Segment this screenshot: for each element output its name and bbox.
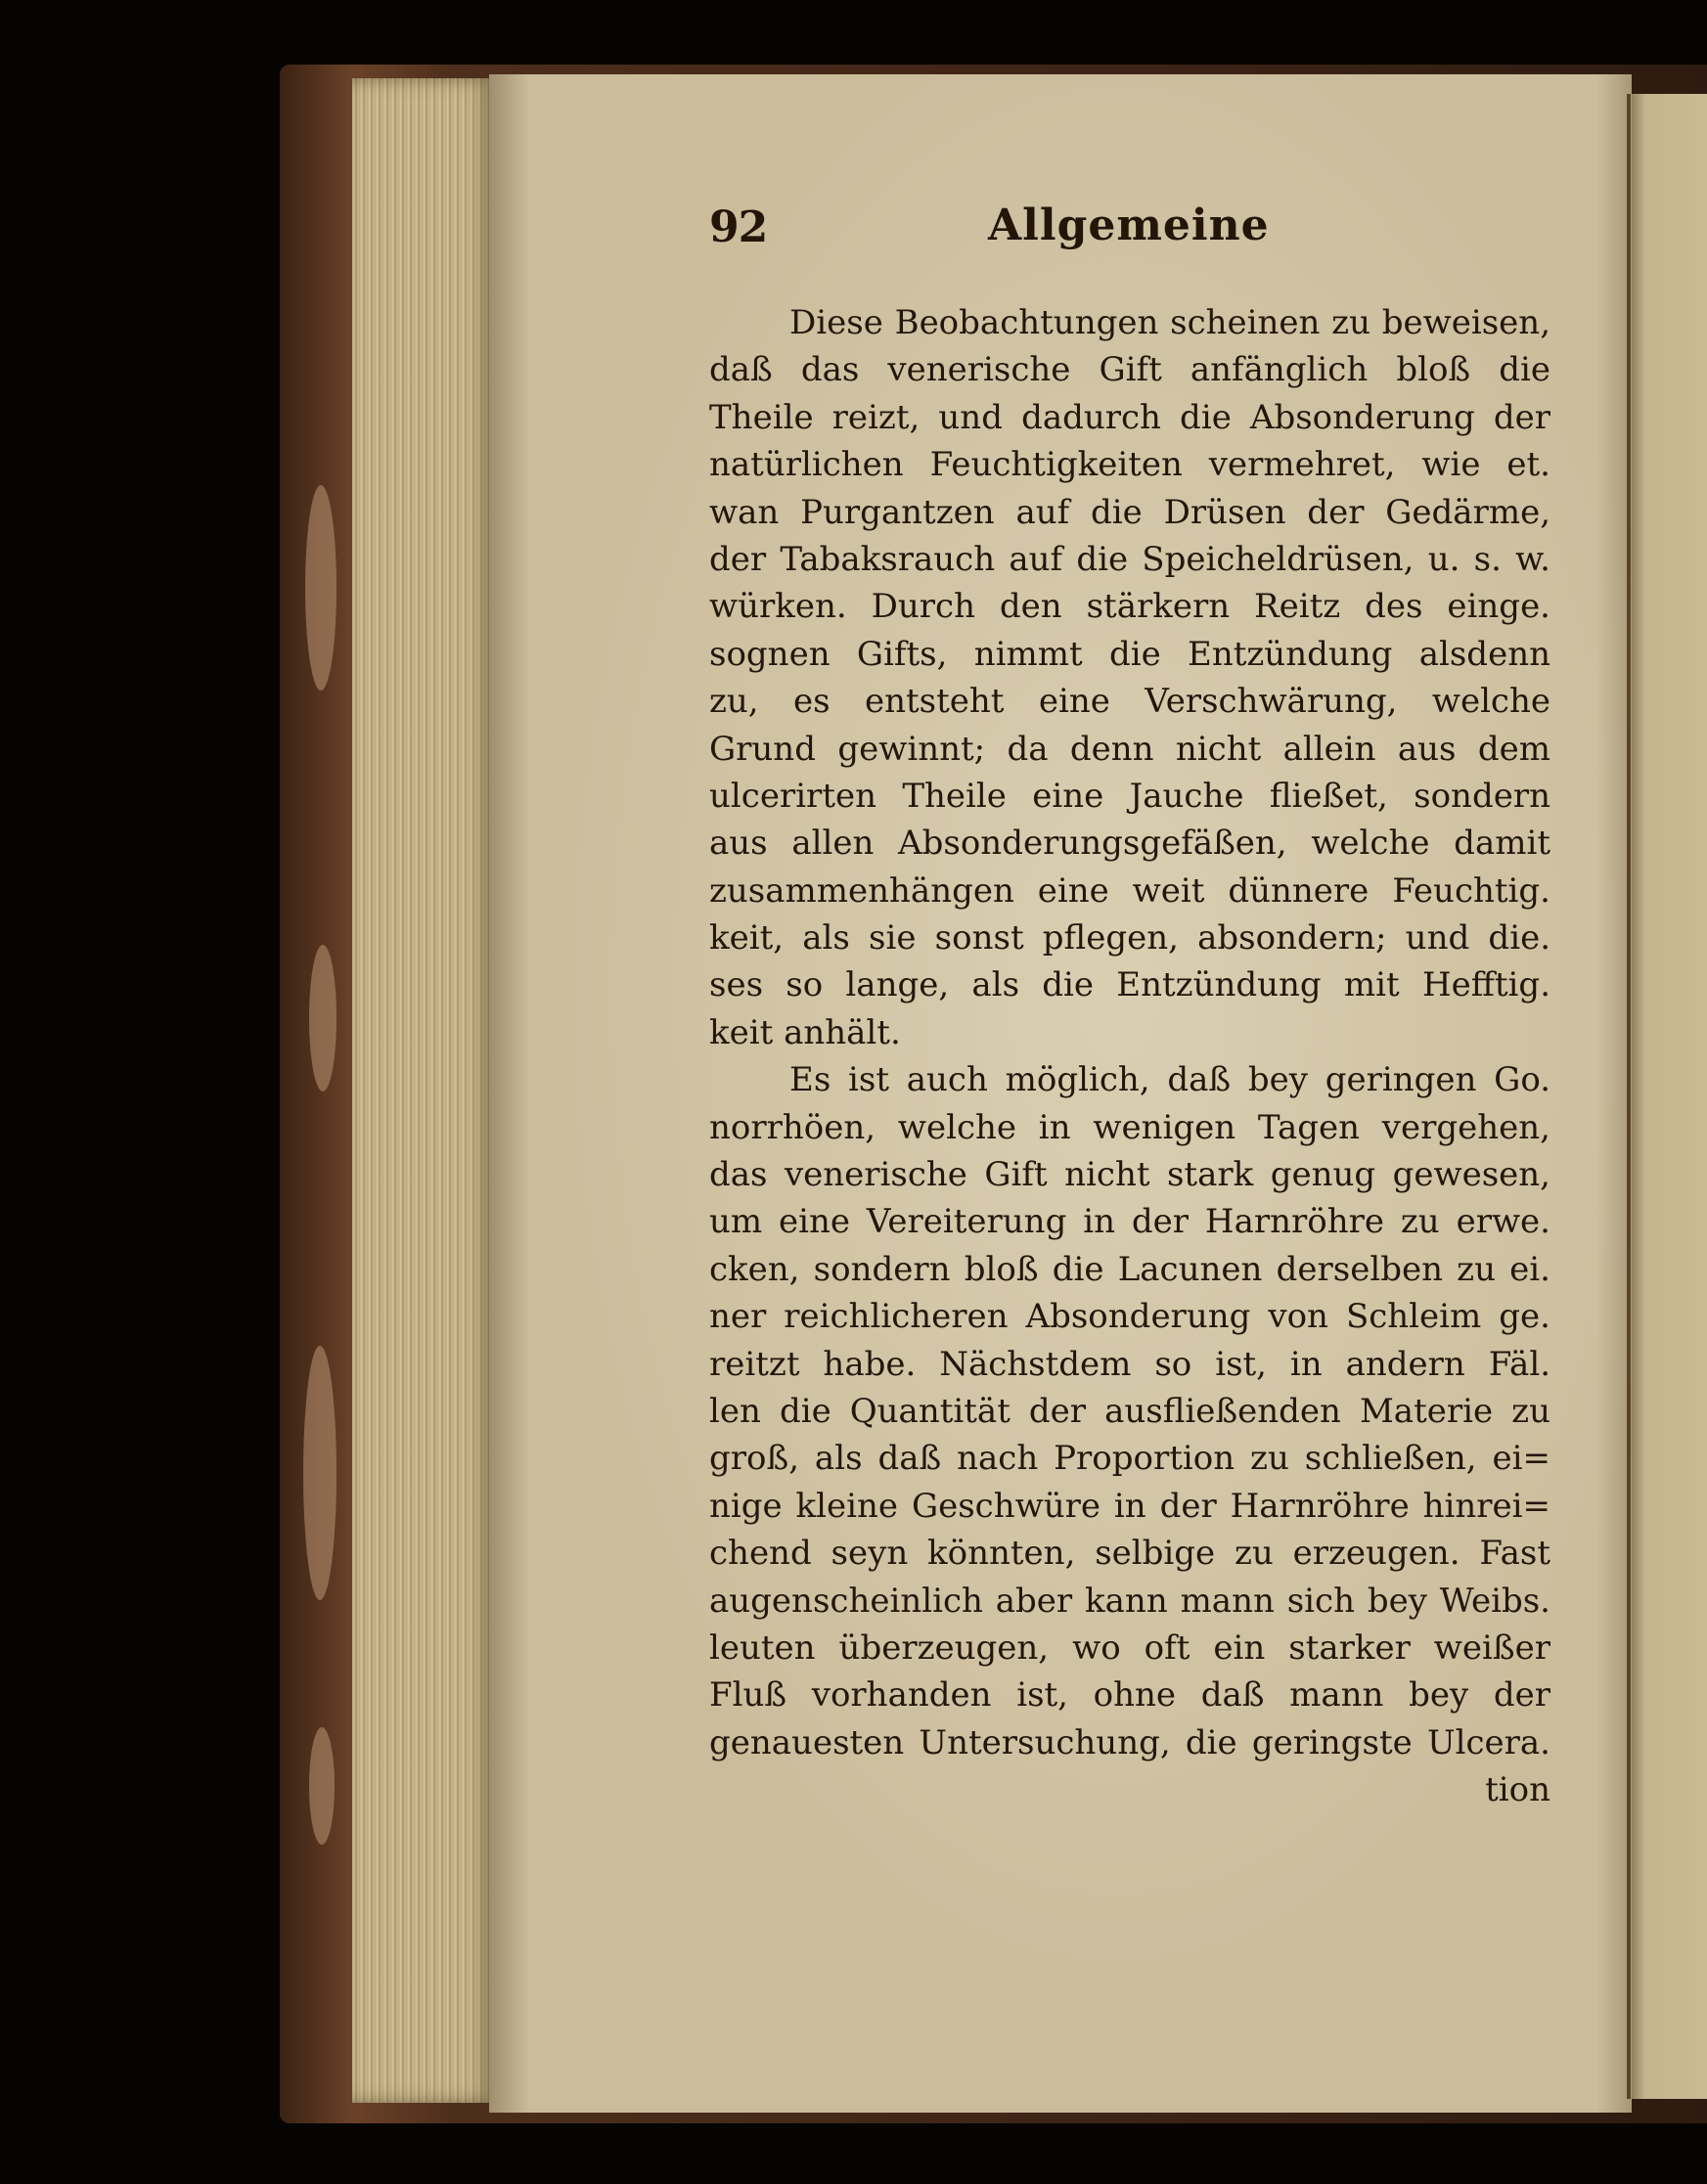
text-line: ses so lange, als die Entzündung mit Hefftig.: [709, 965, 1550, 1005]
text-line: Diese Beobachtungen scheinen zu beweisen,: [789, 303, 1550, 342]
text-line: reitzt habe. Nächstdem so ist, in andern Fäl.: [709, 1344, 1550, 1384]
cover-wear-mark: [303, 1346, 337, 1600]
text-line: norrhöen, welche in wenigen Tagen vergehen,: [709, 1107, 1550, 1147]
text-line: augenscheinlich aber kann mann sich bey Weibs.: [709, 1581, 1550, 1621]
text-line: aus allen Absonderungsgefäßen, welche damit: [709, 824, 1550, 864]
text-line: cken, sondern bloß die Lacunen derselben zu ei.: [709, 1249, 1550, 1289]
cover-wear-mark: [309, 1727, 335, 1845]
body-text: [709, 299, 1550, 1814]
text-line: um eine Vereiterung in der Harnröhre zu erwe.: [709, 1202, 1550, 1242]
text-line: keit, als sie sonst pflegen, absondern; und die.: [709, 918, 1550, 958]
cover-wear-mark: [309, 945, 337, 1092]
running-head: [709, 202, 1550, 271]
text-line: zu, es entsteht eine Verschwärung, welche: [709, 682, 1550, 722]
text-line: sognen Gifts, nimmt die Entzündung alsdenn: [709, 634, 1550, 674]
page-edges-stack: [352, 78, 495, 2103]
text-line: Grund gewinnt; da denn nicht allein aus dem: [709, 729, 1550, 769]
text-line: zusammenhängen eine weit dünnere Feuchtig.: [709, 870, 1550, 911]
gutter-shadow: [1627, 94, 1631, 2099]
text-line: keit anhält.: [709, 1012, 901, 1052]
text-line: daß das venerische Gift anfänglich bloß die: [709, 350, 1550, 390]
text-line: Theile reizt, und dadurch die Absonderung der: [709, 397, 1550, 437]
facing-page-edge: [1630, 94, 1707, 2099]
text-line: das venerische Gift nicht stark genug gewesen,: [709, 1155, 1550, 1195]
text-line: len die Quantität der ausfließenden Materie zu: [709, 1391, 1550, 1431]
text-line: natürlichen Feuchtigkeiten vermehret, wie et.: [709, 445, 1550, 485]
text-line: der Tabaksrauch auf die Speicheldrüsen, u. s. w.: [709, 539, 1550, 579]
text-line: wan Purgantzen auf die Drüsen der Gedärme,: [709, 492, 1550, 532]
text-line: leuten überzeugen, wo oft ein starker weißer: [709, 1627, 1550, 1668]
text-line: Es ist auch möglich, daß bey geringen Go.: [789, 1060, 1550, 1100]
text-line: würken. Durch den stärkern Reitz des einge.: [709, 587, 1550, 627]
cover-wear-mark: [305, 485, 337, 691]
text-line: genauesten Untersuchung, die geringste Ulcera.: [709, 1722, 1550, 1762]
text-line: ulcerirten Theile eine Jauche fließet, sondern: [709, 776, 1550, 816]
running-title: Allgemeine: [988, 201, 1270, 250]
text-line: groß, als daß nach Proportion zu schließen, ei=: [709, 1439, 1550, 1479]
catchword: tion: [1485, 1770, 1550, 1810]
text-line: nige kleine Geschwüre in der Harnröhre hinrei=: [709, 1486, 1550, 1526]
text-line: ner reichlicheren Absonderung von Schleim ge.: [709, 1297, 1550, 1337]
text-line: chend seyn könnten, selbige zu erzeugen. Fast: [709, 1534, 1550, 1574]
page-number: 92: [709, 202, 768, 252]
text-line: Fluß vorhanden ist, ohne daß mann bey der: [709, 1675, 1550, 1716]
